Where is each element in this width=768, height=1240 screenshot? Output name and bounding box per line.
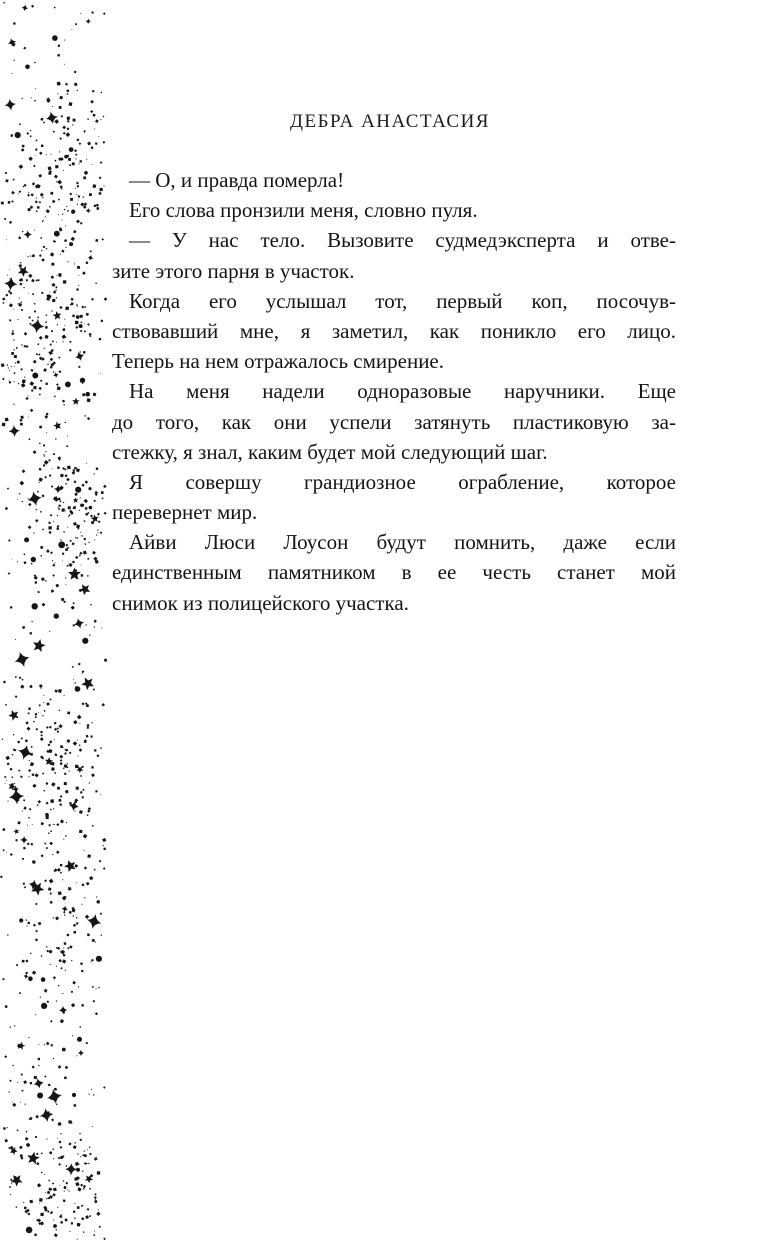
- paragraph: [112, 467, 676, 527]
- text-line: Я совершу грандиозное ограбление, которое: [129, 469, 676, 494]
- paragraph: [112, 195, 676, 225]
- text-line: снимок из полицейского участка.: [112, 590, 409, 615]
- text-line: зите этого парня в участок.: [112, 258, 355, 283]
- text-line: до того, как они успели затянуть пластиковую за-: [112, 409, 676, 434]
- text-line: Айви Люси Лоусон будут помнить, даже если: [129, 530, 676, 555]
- body-text: [112, 165, 676, 618]
- starfield-border-decoration: [0, 0, 110, 1240]
- text-line: Когда его услышал тот, первый коп, посочув-: [129, 288, 676, 313]
- text-line: стежку, я знал, каким будет мой следующий шаг.: [112, 439, 548, 464]
- text-line: единственным памятником в ее честь станет мой: [112, 560, 676, 585]
- paragraph: [112, 286, 676, 377]
- text-line: Теперь на нем отражалось смирение.: [112, 349, 445, 374]
- paragraph: [112, 527, 676, 618]
- text-line: ствовавший мне, я заметил, как поникло его лицо.: [112, 318, 676, 343]
- paragraph: [112, 225, 676, 285]
- running-header-author: ДЕБРА АНАСТАСИЯ: [290, 111, 490, 132]
- text-line: Его слова пронзили меня, словно пуля.: [129, 198, 478, 223]
- paragraph: [112, 165, 676, 195]
- text-line: — О, и правда померла!: [129, 168, 345, 192]
- text-line: На меня надели одноразовые наручники. Еще: [129, 379, 676, 404]
- paragraph: [112, 376, 676, 467]
- text-line: — У нас тело. Вызовите судмедэксперта и отве-: [129, 228, 676, 253]
- text-line: перевернет мир.: [112, 500, 258, 525]
